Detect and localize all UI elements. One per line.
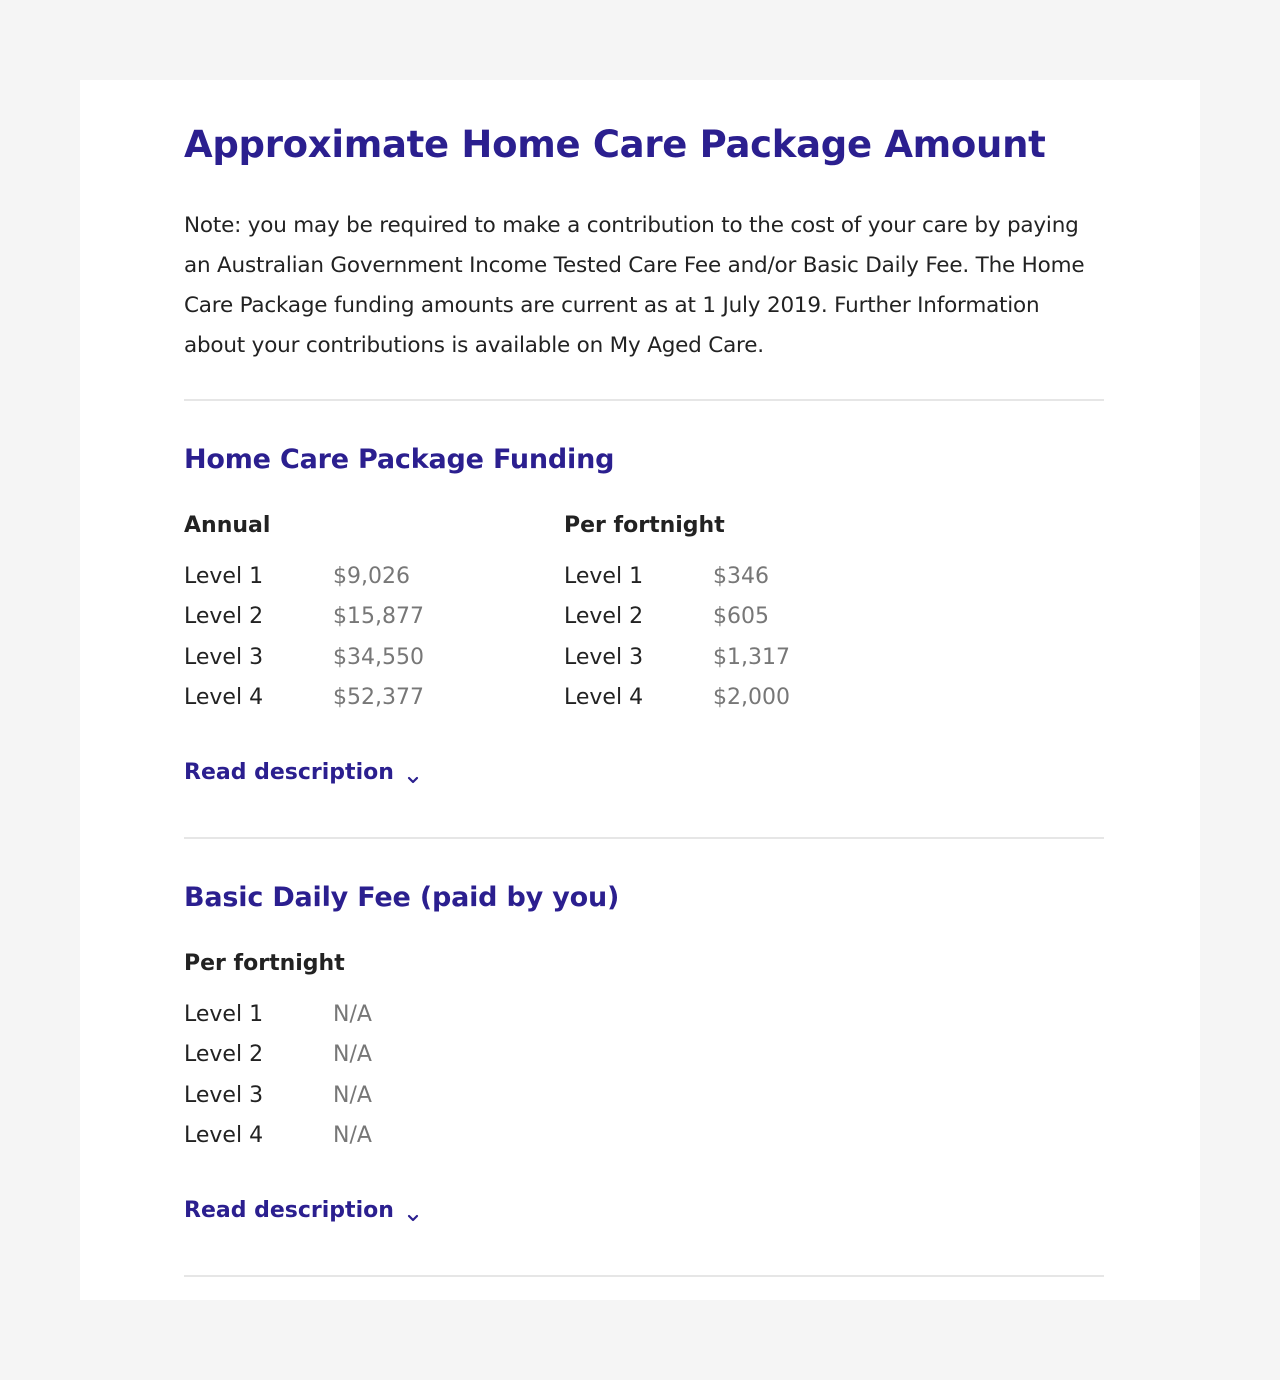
- annual-rows: [184, 557, 544, 718]
- table-row: [184, 678, 544, 718]
- read-description-link[interactable]: [184, 758, 420, 788]
- level-amount: N/A: [333, 1002, 372, 1027]
- basic-fee-rows: [184, 995, 544, 1156]
- content-card: [80, 80, 1200, 1300]
- table-row: [564, 597, 924, 637]
- divider: [184, 399, 1104, 401]
- page-title: Approximate Home Care Package Amount: [184, 123, 1046, 166]
- basic-fee-section-title: Basic Daily Fee (paid by you): [184, 882, 620, 913]
- table-row: [184, 1035, 544, 1075]
- table-row: [564, 557, 924, 597]
- chevron-down-icon: [406, 1204, 420, 1218]
- level-amount: $9,026: [333, 564, 410, 589]
- table-row: [184, 638, 544, 678]
- read-description-label: Read description: [184, 760, 394, 785]
- level-label: Level 2: [564, 604, 644, 630]
- read-description-label: Read description: [184, 1198, 394, 1223]
- level-amount: N/A: [333, 1042, 372, 1068]
- read-description-link[interactable]: [184, 1196, 420, 1226]
- level-amount: N/A: [333, 1122, 372, 1148]
- chevron-down-icon: [406, 766, 420, 780]
- contribution-note: Note: you may be required to make a contribution to the cost of your care by paying an Australian Government Income Tested Care Fee and/or Basic Daily Fee. The Home Care Package funding amounts are current as at 1 July 2019. Further Information about your contributions is available on My Aged Care.: [184, 213, 1085, 358]
- table-row: [564, 678, 924, 718]
- fortnight-heading: Per fortnight: [564, 513, 725, 538]
- level-amount: $605: [713, 604, 769, 630]
- table-row: [184, 995, 544, 1035]
- level-amount: $15,877: [333, 604, 424, 630]
- divider: [184, 1275, 1104, 1277]
- level-amount: $52,377: [333, 684, 424, 710]
- funding-section-title: Home Care Package Funding: [184, 444, 615, 475]
- level-label: Level 3: [184, 1082, 264, 1108]
- fortnight-rows: [564, 557, 924, 718]
- level-label: Level 4: [564, 684, 644, 710]
- level-label: Level 2: [184, 604, 264, 630]
- level-amount: $2,000: [713, 684, 790, 710]
- level-label: Level 3: [564, 644, 644, 670]
- level-label: Level 2: [184, 1042, 264, 1068]
- basic-fee-fortnight-heading: Per fortnight: [184, 951, 345, 976]
- table-row: [184, 557, 544, 597]
- level-amount: $34,550: [333, 644, 424, 670]
- level-amount: $346: [713, 564, 769, 589]
- level-amount: $1,317: [713, 644, 790, 670]
- table-row: [564, 638, 924, 678]
- level-label: Level 4: [184, 684, 264, 710]
- level-label: Level 1: [184, 564, 264, 589]
- level-label: Level 4: [184, 1122, 264, 1148]
- divider: [184, 837, 1104, 839]
- table-row: [184, 1076, 544, 1116]
- annual-heading: Annual: [184, 513, 271, 538]
- table-row: [184, 1116, 544, 1156]
- table-row: [184, 597, 544, 637]
- level-amount: N/A: [333, 1082, 372, 1108]
- level-label: Level 3: [184, 644, 264, 670]
- level-label: Level 1: [564, 564, 644, 589]
- level-label: Level 1: [184, 1002, 264, 1027]
